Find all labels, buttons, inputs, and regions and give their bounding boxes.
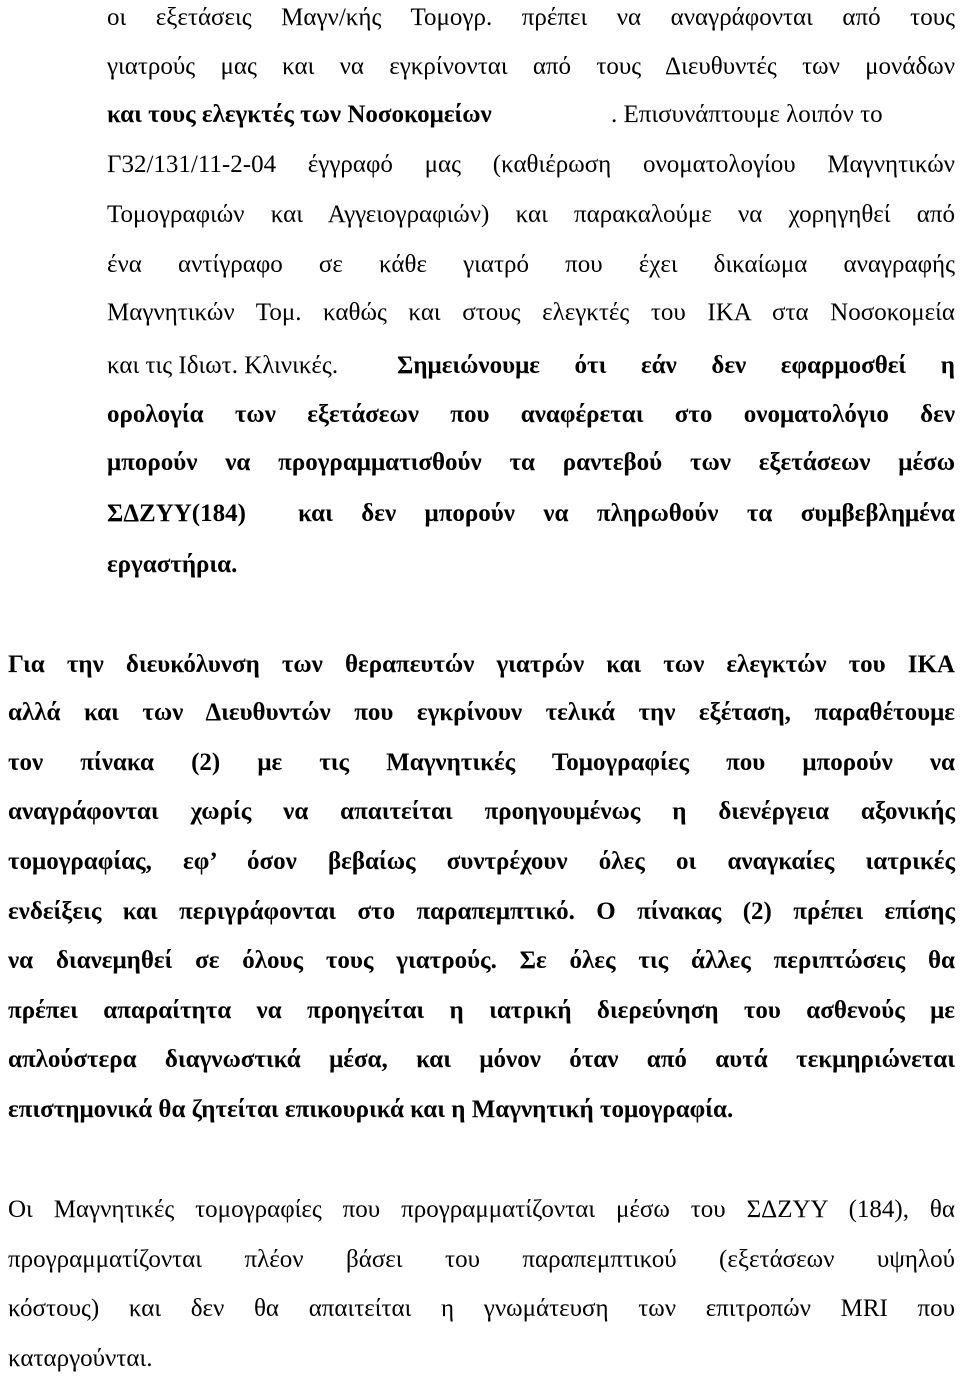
- paragraph-line: και τους ελεγκτές των Νοσοκομείων: [107, 101, 492, 128]
- paragraph-line: γιατρούς μας και να εγκρίνονται από τους Διευθυντές των μονάδων: [107, 53, 955, 80]
- paragraph-line: πρέπει απαραίτητα να προηγείται η ιατρική διερεύνηση του ασθενούς με: [8, 997, 955, 1024]
- paragraph-line: Για την διευκόλυνση των θεραπευτών γιατρών και των ελεγκτών του ΙΚΑ: [8, 651, 955, 678]
- paragraph-line: ΣΔΖΥΥ(184): [107, 500, 246, 527]
- paragraph-line: Σημειώνουμε ότι εάν δεν εφαρμοσθεί η: [397, 352, 955, 379]
- paragraph-line: ορολογία των εξετάσεων που αναφέρεται στο ονοματολόγιο δεν: [107, 401, 955, 428]
- paragraph-line: Οι Μαγνητικές τομογραφίες που προγραμματίζονται μέσω του ΣΔΖΥΥ (184), θα: [8, 1196, 955, 1223]
- paragraph-line: ένα αντίγραφο σε κάθε γιατρό που έχει δικαίωμα αναγραφής: [107, 251, 955, 278]
- paragraph-line: κόστους) και δεν θα απαιτείται η γνωμάτευση των επιτροπών MRI που: [8, 1295, 955, 1322]
- paragraph-line: τομογραφίας, εφ’ όσον βεβαίως συντρέχουν όλες οι αναγκαίες ιατρικές: [8, 848, 955, 875]
- paragraph-line: και τις Ιδιωτ. Κλινικές.: [107, 352, 339, 379]
- paragraph-line: αλλά και των Διευθυντών που εγκρίνουν τελικά την εξέταση, παραθέτουμε: [8, 699, 955, 726]
- paragraph-line: τον πίνακα (2) με τις Μαγνητικές Τομογραφίες που μπορούν να: [8, 749, 955, 776]
- paragraph-line: και δεν μπορούν να πληρωθούν τα συμβεβλημένα: [298, 500, 955, 527]
- paragraph-line: Μαγνητικών Τομ. καθώς και στους ελεγκτές του ΙΚΑ στα Νοσοκομεία: [107, 299, 955, 326]
- paragraph-line: οι εξετάσεις Μαγν/κής Τομογρ. πρέπει να αναγράφονται από τους: [107, 4, 955, 31]
- paragraph-line: αναγράφονται χωρίς να απαιτείται προηγουμένως η διενέργεια αξονικής: [8, 798, 955, 825]
- paragraph-line: Τομογραφιών και Αγγειογραφιών) και παρακαλούμε να χορηγηθεί από: [107, 201, 955, 228]
- paragraph-line: να διανεμηθεί σε όλους τους γιατρούς. Σε όλες τις άλλες περιπτώσεις θα: [8, 947, 955, 974]
- paragraph-line: απλούστερα διαγνωστικά μέσα, και μόνον όταν από αυτά τεκμηριώνεται: [8, 1046, 955, 1073]
- paragraph-line: Γ32/131/11-2-04 έγγραφό μας (καθιέρωση ονοματολογίου Μαγνητικών: [107, 151, 955, 178]
- paragraph-line: ενδείξεις και περιγράφονται στο παραπεμπτικό. Ο πίνακας (2) πρέπει επίσης: [8, 898, 955, 925]
- paragraph-line: μπορούν να προγραμματισθούν τα ραντεβού των εξετάσεων μέσω: [107, 449, 955, 476]
- paragraph-line: επιστημονικά θα ζητείται επικουρικά και η Μαγνητική τομογραφία.: [8, 1096, 734, 1123]
- paragraph-line: καταργούνται.: [8, 1345, 153, 1372]
- paragraph-line: εργαστήρια.: [107, 551, 238, 578]
- paragraph-line: . Επισυνάπτουμε λοιπόν το: [611, 101, 883, 128]
- paragraph-line: προγραμματίζονται πλέον βάσει του παραπεμπτικού (εξετάσεων υψηλού: [8, 1246, 955, 1273]
